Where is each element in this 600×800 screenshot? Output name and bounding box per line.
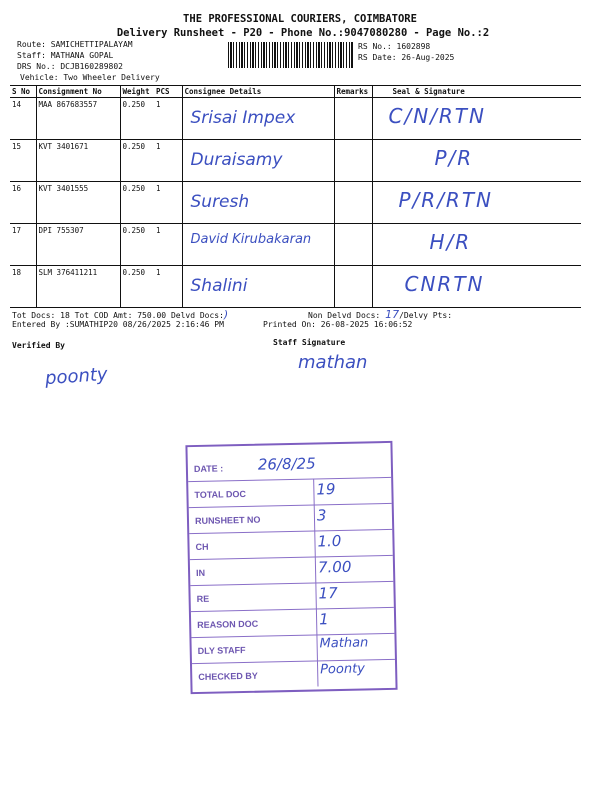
row-seal: C/N/RTN <box>388 104 486 128</box>
drs-number: DRS No.: DCJB160289802 <box>17 62 123 71</box>
rs-date: RS Date: 26-Aug-2025 <box>358 53 455 62</box>
table-row <box>10 98 581 140</box>
staff-label: Staff: MATHANA GOPAL <box>17 51 114 60</box>
stamp-divider <box>314 530 316 556</box>
row-pcs: 1 <box>154 224 182 266</box>
stamp-value: Mathan <box>319 635 369 652</box>
row-consignee: David Kirubakaran <box>190 232 312 247</box>
staff-signature: mathan <box>298 352 368 373</box>
printed-on: Printed On: 26-08-2025 16:06:52 <box>263 320 413 329</box>
delivery-stamp <box>185 441 397 694</box>
row-consignment: DPI 755307 <box>36 224 120 266</box>
table-row <box>10 182 581 224</box>
table-row <box>10 266 581 308</box>
row-weight: 0.250 <box>120 140 154 182</box>
stamp-label: DLY STAFF <box>197 644 246 656</box>
stamp-divider <box>315 556 317 582</box>
runsheet-title <box>0 27 600 39</box>
row-sno: 15 <box>10 140 36 182</box>
stamp-label: CHECKED BY <box>198 670 258 682</box>
row-sno: 18 <box>10 266 36 308</box>
staff-signature-label: Staff Signature <box>273 338 346 347</box>
non-delvd-label: Non Delvd Docs: <box>308 311 381 320</box>
page-number: - Page No.:2 <box>413 27 490 39</box>
barcode <box>228 42 354 68</box>
col-seal: Seal & Signature <box>372 86 581 98</box>
stamp-label: IN <box>195 567 206 578</box>
row-consignment: KVT 3401555 <box>36 182 120 224</box>
stamp-value: Poonty <box>319 661 366 678</box>
row-consignee: Duraisamy <box>190 150 283 170</box>
verified-by-label: Verified By <box>12 341 65 350</box>
row-remarks <box>334 266 372 308</box>
table-header-row <box>10 86 581 98</box>
row-weight: 0.250 <box>120 266 154 308</box>
delvd-docs-value: ) <box>223 308 229 321</box>
row-weight: 0.250 <box>120 98 154 140</box>
col-consignee: Consignee Details <box>182 86 334 98</box>
row-consignee: Shalini <box>190 276 248 296</box>
table-row <box>10 140 581 182</box>
runsheet-label: Delivery Runsheet - P20 <box>116 27 263 39</box>
row-remarks <box>334 224 372 266</box>
col-sno: S No <box>10 86 36 98</box>
vehicle-label: Vehicle: Two Wheeler Delivery <box>20 73 160 82</box>
stamp-row <box>192 659 395 689</box>
phone-number: - Phone No.:9047080280 <box>268 27 408 39</box>
stamp-value: 17 <box>318 584 338 603</box>
row-remarks <box>334 182 372 224</box>
stamp-label: RUNSHEET NO <box>194 514 261 527</box>
stamp-divider <box>317 660 319 686</box>
company-name: THE PROFESSIONAL COURIERS, COIMBATORE <box>183 13 417 25</box>
row-seal: P/R <box>434 146 474 170</box>
stamp-label: DATE : <box>193 463 224 475</box>
delvy-pts-label: /Delvy Pts: <box>399 311 453 320</box>
stamp-value: 19 <box>316 480 336 499</box>
verified-signature: poonty <box>44 363 109 390</box>
stamp-value: 1.0 <box>317 531 342 551</box>
stamp-label: TOTAL DOC <box>194 488 247 501</box>
row-sno: 16 <box>10 182 36 224</box>
entered-by: Entered By :SUMATHIP20 08/26/2025 2:16:46 PM <box>12 320 224 329</box>
row-consignment: KVT 3401671 <box>36 140 120 182</box>
row-seal: CNRTN <box>404 272 485 296</box>
stamp-divider <box>316 634 318 660</box>
row-weight: 0.250 <box>120 182 154 224</box>
row-remarks <box>334 98 372 140</box>
stamp-label: RE <box>196 593 210 604</box>
col-remarks: Remarks <box>334 86 372 98</box>
row-sno: 17 <box>10 224 36 266</box>
row-seal: H/R <box>429 230 472 254</box>
row-pcs: 1 <box>154 266 182 308</box>
stamp-value: 7.00 <box>317 557 352 577</box>
row-pcs: 1 <box>154 140 182 182</box>
col-pcs: PCS <box>154 86 182 98</box>
stamp-divider <box>314 505 316 531</box>
totals-text: Tot Docs: 18 Tot COD Amt: 750.00 Delvd Docs: <box>12 311 224 320</box>
row-pcs: 1 <box>154 98 182 140</box>
table-row <box>10 224 581 266</box>
stamp-value: 3 <box>316 506 327 525</box>
col-consignment: Consignment No <box>36 86 120 98</box>
rs-number: RS No.: 1602898 <box>358 42 431 51</box>
row-seal: P/R/RTN <box>398 188 494 212</box>
stamp-value: 26/8/25 <box>257 454 316 474</box>
stamp-label: CH <box>195 541 209 553</box>
stamp-value: 1 <box>318 610 329 629</box>
non-delvd-value: 17 <box>385 308 400 321</box>
row-consignee: Suresh <box>190 192 250 212</box>
stamp-label: REASON DOC <box>197 618 259 630</box>
row-pcs: 1 <box>154 182 182 224</box>
row-weight: 0.250 <box>120 224 154 266</box>
row-consignment: SLM 376411211 <box>36 266 120 308</box>
row-consignee: Srisai Impex <box>190 108 296 128</box>
stamp-divider <box>313 479 315 505</box>
col-weight: Weight <box>120 86 154 98</box>
stamp-divider <box>316 608 318 634</box>
route-label: Route: SAMICHETTIPALAYAM <box>17 40 133 49</box>
runsheet-table <box>10 85 581 308</box>
row-remarks <box>334 140 372 182</box>
stamp-divider <box>315 582 317 608</box>
row-consignment: MAA 867683557 <box>36 98 120 140</box>
row-sno: 14 <box>10 98 36 140</box>
